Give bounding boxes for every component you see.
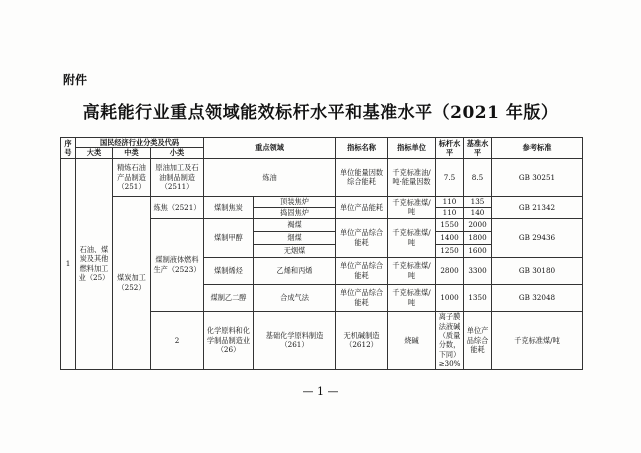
cell-benchmark: 2800: [436, 257, 464, 284]
cell-baseline: 140: [464, 207, 492, 218]
cell-unit: 千克标准油/吨·能量因数: [388, 158, 436, 196]
cell-sub-field: 褐煤: [254, 218, 336, 231]
cell-sub-field: 离子膜法液碱（质量分数，下同）≥30%: [436, 311, 464, 369]
table-row: [61, 158, 583, 196]
cell-baseline: 1800: [464, 231, 492, 244]
page-number: — 1 —: [302, 385, 339, 398]
cell-seq: 1: [61, 158, 76, 369]
cell-indicator: 单位产品综合能耗: [336, 284, 388, 311]
cell-sub-field: 乙烯和丙烯: [254, 257, 336, 284]
cell-baseline: 1600: [464, 244, 492, 257]
cell-minor: 炼焦（2521）: [151, 196, 204, 218]
cell-baseline: 1350: [464, 284, 492, 311]
table-row: [61, 196, 583, 207]
cell-benchmark: 1550: [436, 218, 464, 231]
header-benchmark: 标杆水平: [436, 138, 464, 159]
header-industry-group: 国民经济行业分类及代码: [76, 138, 204, 148]
benchmark-table: [60, 137, 583, 370]
header-indicator-name: 指标名称: [336, 138, 388, 159]
cell-sub-field: 合成气法: [254, 284, 336, 311]
header-indicator-unit: 指标单位: [388, 138, 436, 159]
cell-middle: 基础化学原料制造（261）: [254, 311, 336, 369]
cell-indicator: 单位产品能耗: [336, 196, 388, 218]
cell-baseline: 3300: [464, 257, 492, 284]
cell-middle: 煤炭加工（252）: [113, 196, 151, 369]
cell-benchmark: 110: [436, 207, 464, 218]
cell-minor: 原油加工及石油制品制造（2511）: [151, 158, 204, 196]
cell-baseline: 8.5: [464, 158, 492, 196]
cell-benchmark: 1000: [436, 284, 464, 311]
cell-field: 炼油: [204, 158, 336, 196]
cell-field: 煤制甲醇: [204, 218, 254, 257]
document-title: 高耗能行业重点领域能效标杆水平和基准水平（2021 年版）: [82, 103, 559, 123]
header-field: 重点领域: [204, 138, 336, 159]
cell-benchmark: 7.5: [436, 158, 464, 196]
header-seq: 序号: [61, 138, 76, 159]
cell-unit: 千克标准煤/吨: [388, 284, 436, 311]
cell-unit: 千克标准煤/吨: [388, 196, 436, 218]
cell-field: 煤制烯烃: [204, 257, 254, 284]
cell-field: 煤制乙二醇: [204, 284, 254, 311]
cell-reference: GB 32048: [492, 284, 583, 311]
cell-field: 煤制焦炭: [204, 196, 254, 218]
cell-indicator: 单位能量因数综合能耗: [336, 158, 388, 196]
cell-unit: 千克标准煤/吨: [492, 311, 583, 369]
cell-field: 烧碱: [388, 311, 436, 369]
cell-seq: 2: [151, 311, 204, 369]
cell-minor: 煤制液体燃料生产（2523）: [151, 218, 204, 311]
cell-unit: 千克标准煤/吨: [388, 218, 436, 257]
header-major: 大类: [76, 148, 113, 158]
cell-reference: GB 29436: [492, 218, 583, 257]
header-reference: 参考标准: [492, 138, 583, 159]
header-row-1: [61, 138, 583, 148]
cell-benchmark: 1250: [436, 244, 464, 257]
cell-reference: GB 21342: [492, 196, 583, 218]
cell-sub-field: 捣固焦炉: [254, 207, 336, 218]
cell-indicator: 单位产品综合能耗: [464, 311, 492, 369]
cell-middle: 精炼石油产品制造（251）: [113, 158, 151, 196]
cell-reference: GB 30180: [492, 257, 583, 284]
header-baseline: 基准水平: [464, 138, 492, 159]
cell-baseline: 2000: [464, 218, 492, 231]
cell-sub-field: 顶装焦炉: [254, 196, 336, 207]
cell-indicator: 单位产品综合能耗: [336, 218, 388, 257]
cell-indicator: 单位产品综合能耗: [336, 257, 388, 284]
cell-minor: 无机碱制造（2612）: [336, 311, 388, 369]
header-middle: 中类: [113, 148, 151, 158]
cell-unit: 千克标准煤/吨: [388, 257, 436, 284]
cell-sub-field: 烟煤: [254, 231, 336, 244]
header-minor: 小类: [151, 148, 204, 158]
cell-reference: GB 30251: [492, 158, 583, 196]
cell-benchmark: 1400: [436, 231, 464, 244]
cell-major: 石油、煤炭及其他燃料加工业（25）: [76, 158, 113, 369]
cell-major: 化学原料和化学制品制造业（26）: [204, 311, 254, 369]
cell-benchmark: 110: [436, 196, 464, 207]
attachment-label: 附件: [63, 73, 88, 87]
cell-sub-field: 无烟煤: [254, 244, 336, 257]
cell-baseline: 135: [464, 196, 492, 207]
